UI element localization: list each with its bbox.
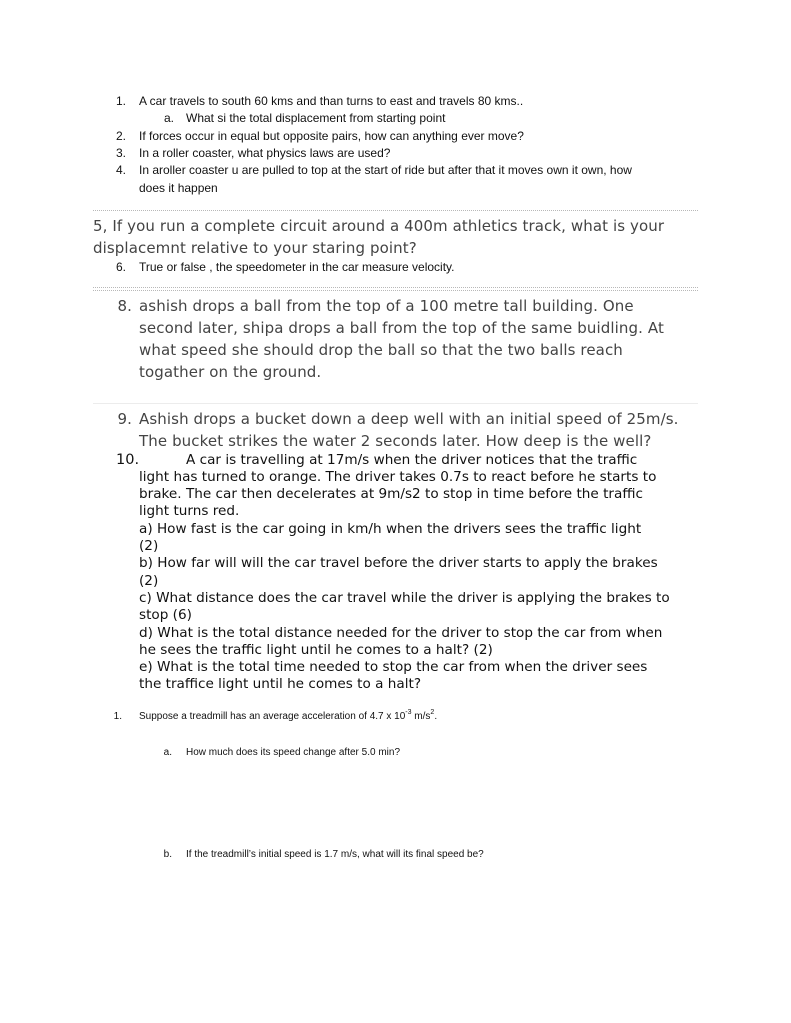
question-8-line: togather on the ground. (139, 363, 322, 381)
question-9-line: Ashish drops a bucket down a deep well with an initial speed of 25m/s. (139, 410, 679, 428)
divider (93, 287, 698, 288)
question-10-line: (2) (139, 573, 159, 589)
question-10-line: he sees the traffic light until he comes to a halt? (2) (139, 642, 493, 658)
question-10-line: (2) (139, 538, 159, 554)
question-5-line1: 5, If you run a complete circuit around a 400m athletics track, what is your (93, 217, 665, 235)
unit: m/s (411, 711, 431, 722)
question-4-text-line1: In aroller coaster u are pulled to top at the start of ride but after that it moves own it own, how (139, 163, 632, 177)
question-2-text: If forces occur in equal but opposite pairs, how can anything ever move? (139, 129, 524, 143)
treadmill-part-b: If the treadmill’s initial speed is 1.7 m/s, what will its final speed be? (186, 849, 484, 860)
list-number: 4. (115, 163, 126, 177)
list-number: 8. (117, 297, 132, 315)
exponent: 2 (430, 709, 435, 716)
list-number: 6. (115, 260, 126, 274)
question-5-line2: displacemnt relative to your staring point? (93, 239, 417, 257)
question-10-line: brake. The car then decelerates at 9m/s2 to stop in time before the traffic (139, 486, 643, 502)
question-10-part-b: b) How far will will the car travel before the driver starts to apply the brakes (139, 555, 658, 571)
list-letter: a. (163, 111, 174, 125)
period: . (434, 711, 438, 722)
exponent: -3 (405, 709, 412, 716)
question-10-line: light turns red. (139, 503, 240, 519)
question-10-line: the traffice light until he comes to a halt? (139, 676, 422, 692)
list-number: 1. (115, 94, 126, 108)
list-letter: a. (163, 747, 172, 758)
question-6-text: True or false , the speedometer in the car measure velocity. (139, 260, 455, 274)
list-letter: b. (163, 849, 172, 860)
question-8-line: ashish drops a ball from the top of a 100 metre tall building. One (139, 297, 634, 315)
question-4-text-line2: does it happen (139, 181, 218, 195)
question-10-line: light has turned to orange. The driver takes 0.7s to react before he starts to (139, 469, 657, 485)
question-9-line: The bucket strikes the water 2 seconds later. How deep is the well? (139, 432, 652, 450)
question-3-text: In a roller coaster, what physics laws are used? (139, 146, 391, 160)
list-number: 1. (113, 711, 122, 722)
question-10-part-e: e) What is the total time needed to stop the car from when the driver sees (139, 659, 648, 675)
divider (93, 403, 698, 404)
question-8-line: second later, shipa drops a ball from the top of the same buidling. At (139, 319, 664, 337)
question-10-line: A car is travelling at 17m/s when the driver notices that the traffic (186, 452, 638, 468)
list-number: 3. (115, 146, 126, 160)
list-number: 2. (115, 129, 126, 143)
list-number: 10. (116, 452, 140, 468)
list-number: 9. (117, 410, 132, 428)
question-10-line: stop (6) (139, 607, 192, 623)
question-8-line: what speed she should drop the ball so that the two balls reach (139, 341, 623, 359)
question-1a-text: What si the total displacement from starting point (186, 111, 446, 125)
question-1-text: A car travels to south 60 kms and than turns to east and travels 80 kms.. (139, 94, 524, 108)
divider (93, 290, 698, 291)
question-10-part-c: c) What distance does the car travel while the driver is applying the brakes to (139, 590, 670, 606)
question-10-part-d: d) What is the total distance needed for the driver to stop the car from when (139, 625, 663, 641)
divider (93, 210, 698, 211)
treadmill-part-a: How much does its speed change after 5.0 min? (186, 747, 401, 758)
question-10-part-a: a) How fast is the car going in km/h when the drivers sees the traffic light (139, 521, 642, 537)
treadmill-text: Suppose a treadmill has an average acceleration of 4.7 x 10 (139, 711, 406, 722)
treadmill-question-text (139, 710, 437, 724)
